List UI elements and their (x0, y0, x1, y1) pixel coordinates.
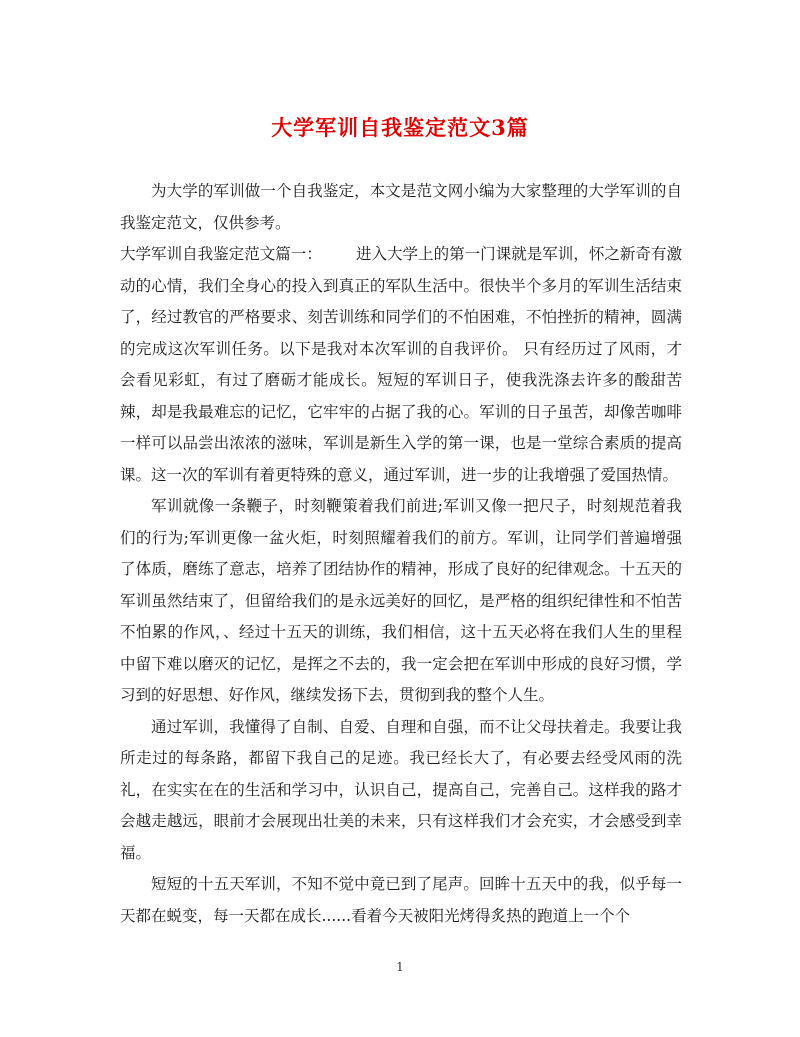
body-paragraph: 短短的十五天军训，不知不觉中竟已到了尾声。回眸十五天中的我，似乎每一天都在蜕变，每一天都在成长......看着今天被阳光烤得炙热的跑道上一个个 (120, 875, 682, 925)
section-heading: 大学军训自我鉴定范文篇一： (120, 245, 322, 263)
body-paragraph: 军训就像一条鞭子，时刻鞭策着我们前进;军训又像一把尺子，时刻规范着我们的行为;军训更像一盆火炬，时刻照耀着我们的前方。军训，让同学们普遍增强了体质，磨练了意志，培养了团结协作的精神，形成了良好的纪律观念。十五天的军训虽然结束了，但留给我们的是永远美好的回忆，是严格的组织纪律性和不怕苦不怕累的作风，、经过十五天的训练，我们相信，这十五天必将在我们人生的里程中留下难以磨灭的记忆，是挥之不去的，我一定会把在军训中形成的良好习惯，学习到的好思想、好作风，继续发扬下去，贯彻到我的整个人生。 (120, 497, 682, 704)
page-number: 1 (396, 960, 404, 974)
intro-paragraph: 为大学的军训做一个自我鉴定，本文是范文网小编为大家整理的大学军训的自我鉴定范文，仅供参考。 (120, 182, 682, 232)
body-paragraph: 通过军训，我懂得了自制、自爱、自理和自强，而不让父母扶着走。我要让我所走过的每条路，都留下我自己的足迹。我已经长大了，有必要去经受风雨的洗礼，在实实在在的生活和学习中，认识自己，提高自己，完善自己。这样我的路才会越走越远，眼前才会展现出壮美的未来，只有这样我们才会充实，才会感受到幸福。 (120, 717, 682, 862)
document-body (120, 176, 682, 932)
document-title: 大学军训自我鉴定范文3篇 (271, 115, 529, 140)
section-one-text: 进入大学上的第一门课就是军训，怀之新奇有激动的心情，我们全身心的投入到真正的军队生活中。很快半个多月的军训生活结束了，经过教官的严格要求、刻苦训练和同学们的不怕困难，不怕挫折的精神，圆满的完成这次军训任务。以下是我对本次军训的自我评价。 只有经历过了风雨，才会看见彩虹，有过了磨砺才能成长。短短的军训日子，使我洗涤去许多的酸甜苦辣，却是我最难忘的记忆，它牢牢的占据了我的心。军训的日子虽苦，却像苦咖啡一样可以品尝出浓浓的滋味，军训是新生入学的第一课，也是一堂综合素质的提高课。这一次的军训有着更特殊的意义，通过军训，进一步的让我增强了爱国热情。 (120, 245, 682, 484)
section-one-paragraph (120, 239, 682, 491)
